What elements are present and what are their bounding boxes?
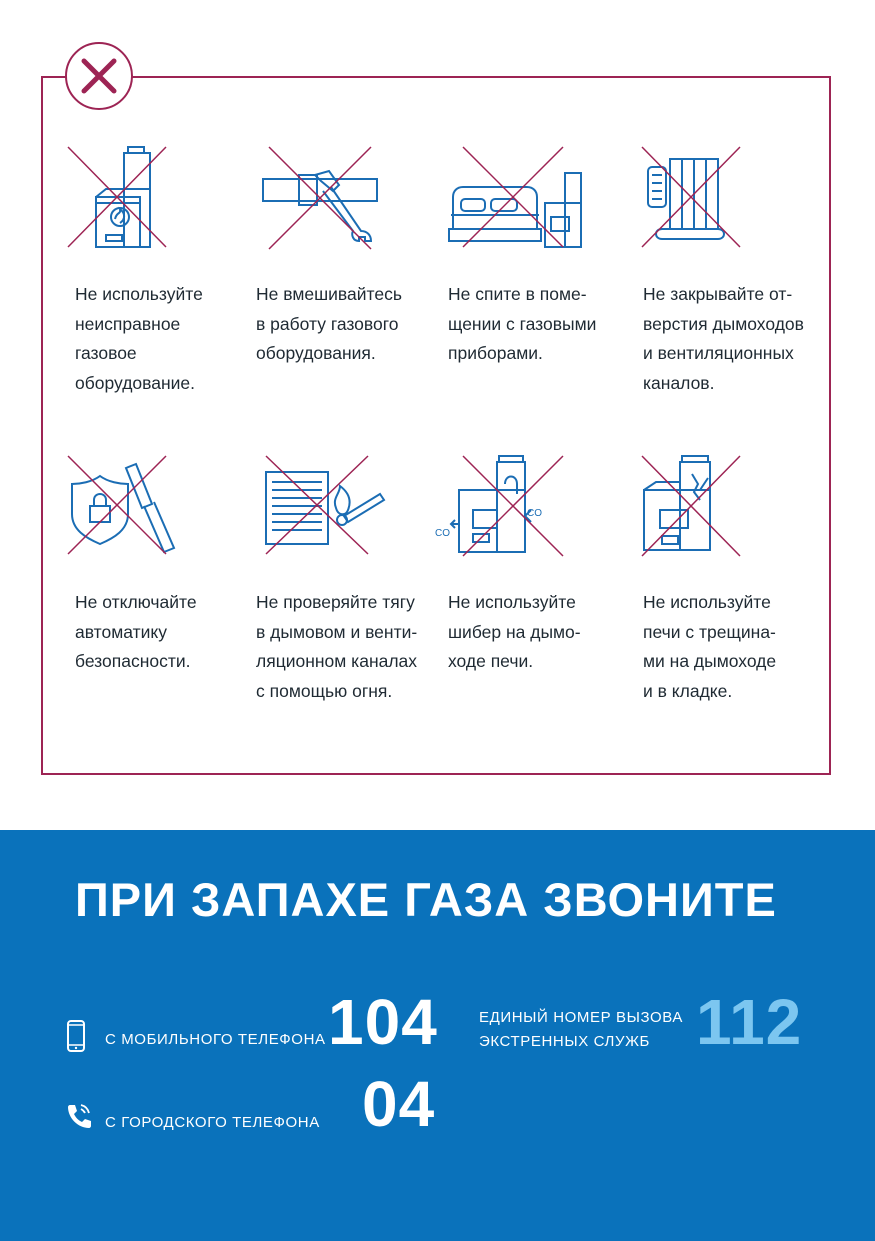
mobile-number: 104 [328, 986, 438, 1058]
rule-text-3: Не спите в поме- щении с газовыми приборами. [448, 284, 597, 363]
svg-text:CO: CO [527, 508, 542, 519]
mobile-label: С МОБИЛЬНОГО ТЕЛЕФОНА [105, 1031, 326, 1048]
rule-text-1: Не используйте неисправное газовое оборудование. [75, 284, 203, 393]
match-at-vent-icon [264, 454, 388, 556]
landline-number: 04 [362, 1068, 436, 1140]
stove-damper-co-icon [433, 454, 569, 558]
cracked-stove-icon [640, 454, 742, 558]
landline-label: С ГОРОДСКОГО ТЕЛЕФОНА [105, 1114, 320, 1131]
rule-text-6: Не проверяйте тягу в дымовом и венти- ляционном каналах с помощью огня. [256, 592, 418, 701]
rule-text-8: Не используйте печи с трещина- ми на дымоходе и в кладке. [643, 592, 777, 701]
rule-text-2: Не вмешивайтесь в работу газового оборудования. [256, 284, 402, 363]
unified-label-line-1: ЕДИНЫЙ НОМЕР ВЫЗОВА [479, 1009, 683, 1026]
rule-text-5: Не отключайте автоматику безопасности. [75, 592, 197, 671]
broken-gas-boiler-icon [66, 145, 168, 249]
shield-screwdriver-icon [66, 454, 180, 556]
svg-text:CO: CO [435, 528, 450, 539]
unified-emergency-number: 112 [696, 986, 803, 1058]
rule-text-7: Не используйте шибер на дымо- ходе печи. [448, 592, 581, 671]
prohibited-icon [65, 42, 133, 110]
wrench-on-pipe-icon [261, 145, 379, 251]
covered-vent-icon [640, 145, 742, 249]
mobile-phone-icon [66, 1020, 86, 1057]
emergency-headline: ПРИ ЗАПАХЕ ГАЗА ЗВОНИТЕ [75, 873, 777, 926]
landline-phone-icon [64, 1102, 92, 1135]
rule-text-4: Не закрывайте от- верстия дымоходов и вентиляционных каналов. [643, 284, 804, 393]
unified-label-line-2: ЭКСТРЕННЫХ СЛУЖБ [479, 1033, 650, 1050]
bed-near-stove-icon [447, 145, 585, 249]
